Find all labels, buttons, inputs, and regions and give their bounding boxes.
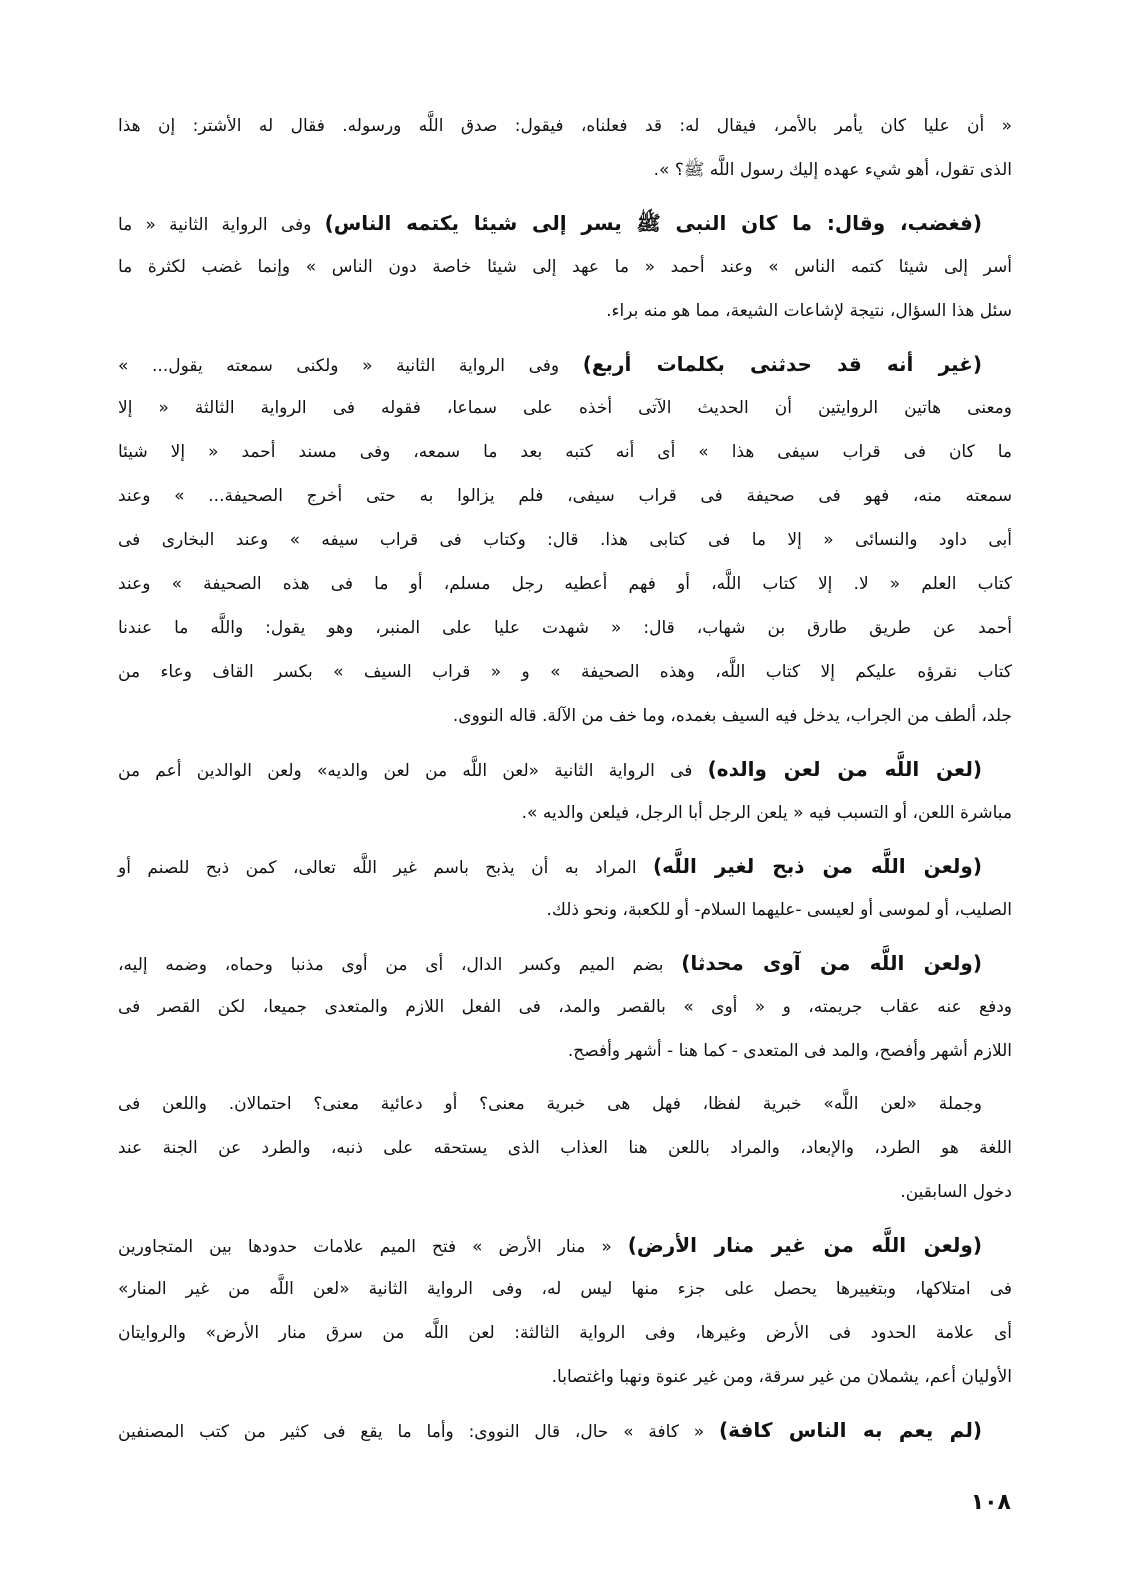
line-text: كتاب العلم « لا. إلا كتاب اللَّه، أو فهم أعطيه رجل مسلم، أو ما فى هذه الصحيفة » وعند [118,574,1012,594]
paragraph-heading: (غير أنه قد حدثنى بكلمات أربع) [582,352,982,376]
text-line [118,201,1012,245]
text-line [118,1029,1012,1073]
text-line [118,1355,1012,1399]
line-text: وفى الرواية الثانية « ما [118,215,325,235]
paragraph-heading: (لعن اللَّه من لعن والده) [707,757,982,781]
paragraph [118,201,1012,333]
page-number: ١٠٨ [970,1490,1011,1515]
document-body [118,104,1012,1461]
text-line [118,941,1012,985]
line-text: وجملة «لعن اللَّه» خبرية لفظا، فهل هى خبرية معنى؟ أو دعائية معنى؟ احتمالان. واللعن فى [118,1094,982,1114]
line-text: ودفع عنه عقاب جريمته، و « أوى » بالقصر والمد، فى الفعل اللازم والمتعدى جميعا، لكن القصر فى [118,997,1012,1017]
text-line [118,342,1012,386]
paragraph [118,844,1012,932]
line-text: اللغة هو الطرد، والإبعاد، والمراد باللعن هنا العذاب الذى يستحقه على ذنبه، والطرد عن الجنة عند [118,1138,1012,1158]
text-line [118,606,1012,650]
line-text: فى الرواية الثانية «لعن اللَّه من لعن والديه» ولعن الوالدين أعم من [118,761,708,781]
text-line [118,562,1012,606]
line-text: وفى الرواية الثانية « ولكنى سمعته يقول... » [118,356,583,376]
line-text: الذى تقول، أهو شيء عهده إليك رسول اللَّه ﷺ؟ ». [653,160,1012,180]
line-text: اللازم أشهر وأفصح، والمد فى المتعدى - كما هنا - أشهر وأفصح. [567,1041,1012,1061]
text-line [118,104,1012,148]
line-text: المراد به أن يذبح باسم غير اللَّه تعالى، كمن ذبح للصنم أو [118,858,654,878]
paragraph [118,342,1012,738]
text-line [118,386,1012,430]
text-line [118,289,1012,333]
paragraph [118,1408,1012,1452]
text-line [118,985,1012,1029]
line-text: « أن عليا كان يأمر بالأمر، فيقال له: قد فعلناه، فيقول: صدق اللَّه ورسوله. فقال له الأشتر: إن هذا [118,116,1012,136]
text-line [118,148,1012,192]
paragraph [118,941,1012,1073]
text-line [118,1267,1012,1311]
text-line [118,474,1012,518]
text-line [118,888,1012,932]
line-text: بضم الميم وكسر الدال، أى من أوى مذنبا وحماه، وضمه إليه، [118,955,682,975]
text-line [118,791,1012,835]
line-text: أبى داود والنسائى « إلا ما فى كتابى هذا. قال: وكتاب فى قراب سيفه » وعند البخارى فى [118,530,1012,550]
line-text: الأوليان أعم، يشملان من غير سرقة، ومن غير عنوة ونهبا واغتصابا. [551,1367,1012,1387]
paragraph [118,104,1012,192]
line-text: جلد، ألطف من الجراب، يدخل فيه السيف بغمده، وما خف من الآلة. قاله النووى. [452,706,1012,726]
line-text: الصليب، أو لموسى أو لعيسى -عليهما السلام- أو للكعبة، ونحو ذلك. [546,900,1012,920]
line-text: دخول السابقين. [900,1182,1012,1202]
text-line [118,747,1012,791]
text-line [118,1408,1012,1452]
paragraph [118,747,1012,835]
paragraph-heading: (فغضب، وقال: ما كان النبى ﷺ يسر إلى شيئا يكتمه الناس) [324,211,982,235]
line-text: « كافة » حال، قال النووى: وأما ما يقع فى كثير من كتب المصنفين [118,1422,719,1442]
line-text: « منار الأرض » فتح الميم علامات حدودها بين المتجاورين [118,1237,628,1257]
paragraph-heading: (لم يعم به الناس كافة) [718,1418,982,1442]
paragraph-heading: (ولعن اللَّه من ذبح لغير اللَّه) [653,854,982,878]
text-line [118,245,1012,289]
line-text: ما كان فى قراب سيفى هذا » أى أنه كتبه بعد ما سمعه، وفى مسند أحمد « إلا شيئا [118,442,1012,462]
text-line [118,1170,1012,1214]
line-text: سئل هذا السؤال، نتيجة لإشاعات الشيعة، مما هو منه براء. [606,301,1012,321]
line-text: أسر إلى شيئا كتمه الناس » وعند أحمد « ما عهد إلى شيئا خاصة دون الناس » وإنما غضب لكثرة ما [118,257,1012,277]
line-text: مباشرة اللعن، أو التسبب فيه « يلعن الرجل أبا الرجل، فيلعن والديه ». [521,803,1012,823]
paragraph [118,1082,1012,1214]
text-line [118,694,1012,738]
text-line [118,1126,1012,1170]
line-text: أى علامة الحدود فى الأرض وغيرها، وفى الرواية الثالثة: لعن اللَّه من سرق منار الأرض» والروايتان [118,1323,1012,1343]
text-line [118,518,1012,562]
text-line [118,650,1012,694]
text-line [118,430,1012,474]
text-line [118,1311,1012,1355]
paragraph-heading: (ولعن اللَّه من آوى محدثا) [681,951,983,975]
line-text: أحمد عن طريق طارق بن شهاب، قال: « شهدت عليا على المنبر، وهو يقول: واللَّه ما عندنا [118,618,1012,638]
text-line [118,1082,1012,1126]
line-text: كتاب نقرؤه عليكم إلا كتاب اللَّه، وهذه الصحيفة » و « قراب السيف » بكسر القاف وعاء من [118,662,1012,682]
line-text: سمعته منه، فهو فى صحيفة فى قراب سيفى، فلم يزالوا به حتى أخرج الصحيفة... » وعند [118,486,1012,506]
text-line [118,1223,1012,1267]
text-line [118,844,1012,888]
paragraph [118,1223,1012,1399]
line-text: ومعنى هاتين الروايتين أن الحديث الآتى أخذه على سماعا، فقوله فى الرواية الثالثة « إلا [118,398,1012,418]
paragraph-heading: (ولعن اللَّه من غير منار الأرض) [627,1233,982,1257]
line-text: فى امتلاكها، وبتغييرها يحصل على جزء منها ليس له، وفى الرواية الثانية «لعن اللَّه من غير المنار» [118,1279,1012,1299]
